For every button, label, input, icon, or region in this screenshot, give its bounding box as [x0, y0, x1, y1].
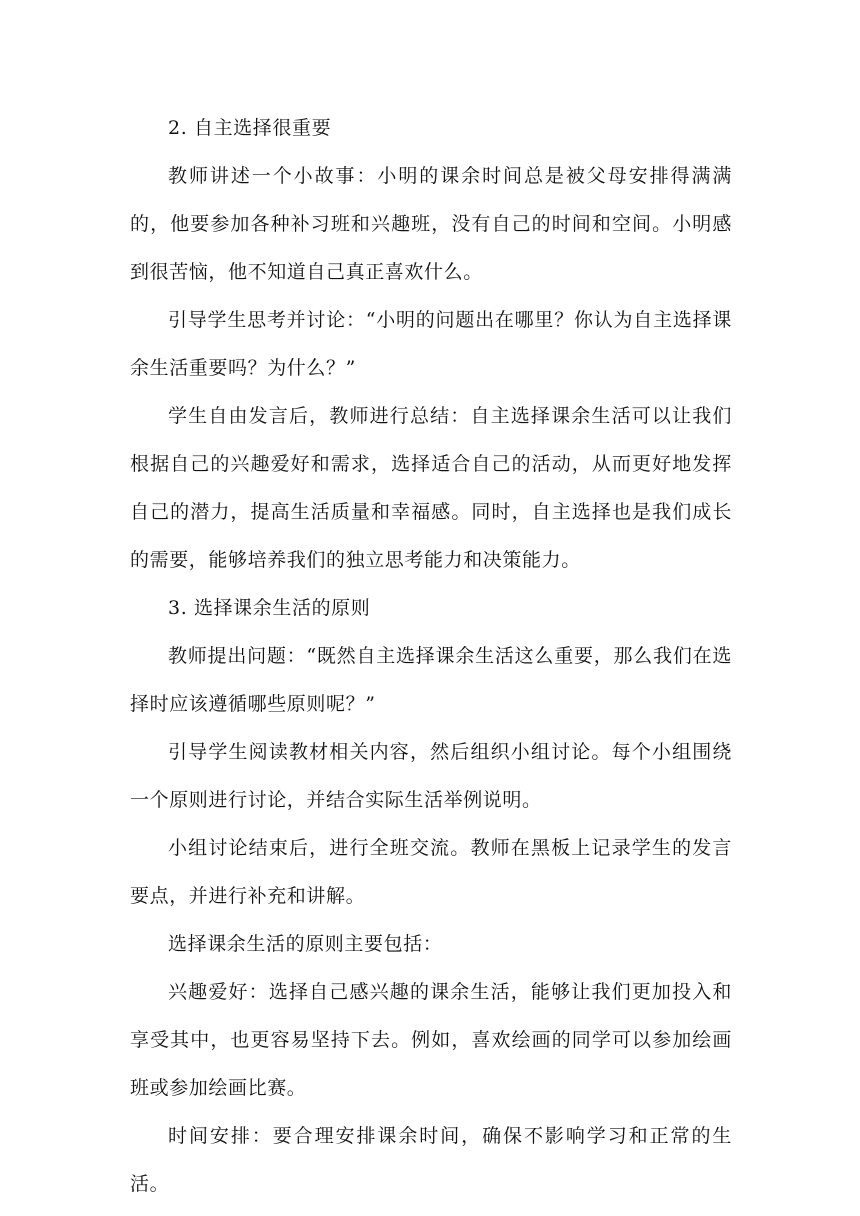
- paragraph-principle-interest: 兴趣爱好：选择自己感兴趣的课余生活，能够让我们更加投入和享受其中，也更容易坚持下去。例如，喜欢绘画的同学可以参加绘画班或参加绘画比赛。: [130, 981, 732, 1099]
- paragraph-principle-time: 时间安排：要合理安排课余时间，确保不影响学习和正常的生活。: [130, 1125, 732, 1195]
- paragraph-teacher-summary: 学生自由发言后，教师进行总结：自主选择课余生活可以让我们根据自己的兴趣爱好和需求，选择适合自己的活动，从而更好地发挥自己的潜力，提高生活质量和幸福感。同时，自主选择也是我们成长的需要，能够培养我们的独立思考能力和决策能力。: [130, 405, 732, 571]
- paragraph-group-discussion: 引导学生阅读教材相关内容，然后组织小组讨论。每个小组围绕一个原则进行讨论，并结合实际生活举例说明。: [130, 741, 732, 811]
- paragraph-story: 教师讲述一个小故事：小明的课余时间总是被父母安排得满满的，他要参加各种补习班和兴趣班，没有自己的时间和空间。小明感到很苦恼，他不知道自己真正喜欢什么。: [130, 165, 732, 283]
- paragraph-class-exchange: 小组讨论结束后，进行全班交流。教师在黑板上记录学生的发言要点，并进行补充和讲解。: [130, 837, 732, 907]
- document-body: [130, 104, 732, 1208]
- section-heading-2: 2. 自主选择很重要: [168, 117, 332, 139]
- section-heading-3: 3. 选择课余生活的原则: [168, 597, 371, 619]
- paragraph-discussion-question: 引导学生思考并讨论：“小明的问题出在哪里？你认为自主选择课余生活重要吗？为什么？”: [130, 309, 732, 379]
- paragraph-teacher-question: 教师提出问题：“既然自主选择课余生活这么重要，那么我们在选择时应该遵循哪些原则呢？”: [130, 645, 732, 715]
- paragraph-principles-intro: 选择课余生活的原则主要包括：: [168, 933, 443, 955]
